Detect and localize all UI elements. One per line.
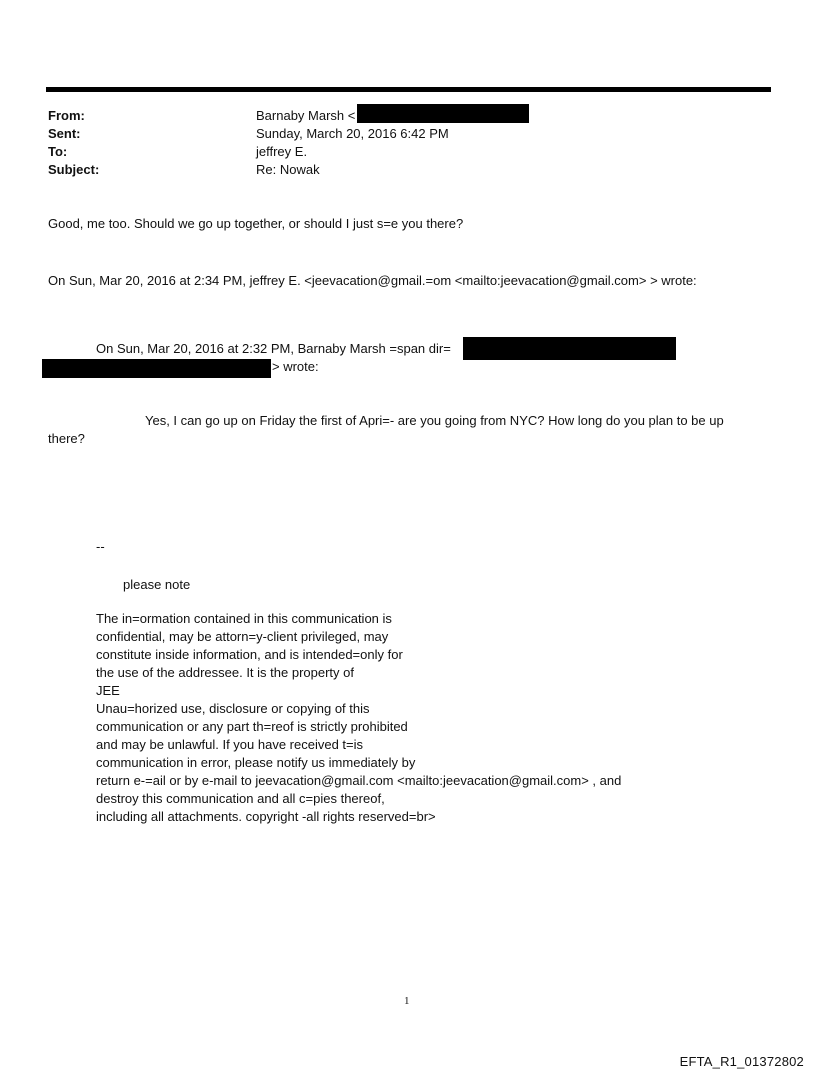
disclaimer-line: confidential, may be attorn=y-client privileged, may [96,629,389,644]
quote1-header: On Sun, Mar 20, 2016 at 2:34 PM, jeffrey E. <jeevacation@gmail.=om <mailto:jeevacation@gmail.com> > wrote: [48,273,697,288]
disclaimer-line: and may be unlawful. If you have received t=is [96,737,364,752]
redaction-box [463,337,676,360]
quote2-line2: there? [48,431,85,446]
signature-separator: -- [96,539,105,554]
redaction-box [42,359,271,378]
disclaimer-line: return e-=ail or by e-mail to jeevacation@gmail.com <mailto:jeevacation@gmail.com> , and [96,773,622,788]
sent-label: Sent: [48,126,81,141]
disclaimer-line: constitute inside information, and is intended=only for [96,647,403,662]
please-note: please note [123,577,191,592]
disclaimer [96,610,621,826]
header-rule [46,87,771,92]
disclaimer-line: the use of the addressee. It is the property of [96,665,354,680]
disclaimer-line: JEE [96,683,120,698]
disclaimer-line: The in=ormation contained in this communication is [96,611,392,626]
disclaimer-line: including all attachments. copyright -all rights reserved=br> [96,809,436,824]
page-number: 1 [404,995,410,1007]
from-value: Barnaby Marsh < [256,108,356,123]
quote2-line1: Yes, I can go up on Friday the first of Apri=- are you going from NYC? How long do you plan to be up [145,413,724,428]
sent-value: Sunday, March 20, 2016 6:42 PM [256,126,449,141]
redaction-box [357,104,529,123]
document-id: EFTA_R1_01372802 [679,1054,804,1069]
disclaimer-line: communication in error, please notify us immediately by [96,755,416,770]
disclaimer-line: communication or any part th=reof is strictly prohibited [96,719,408,734]
from-label: From: [48,108,85,123]
disclaimer-line: destroy this communication and all c=pies thereof, [96,791,385,806]
subject-value: Re: Nowak [256,162,320,177]
subject-label: Subject: [48,162,100,177]
disclaimer-line: Unau=horized use, disclosure or copying of this [96,701,370,716]
quote2-header: On Sun, Mar 20, 2016 at 2:32 PM, Barnaby Marsh =span dir= [96,341,451,356]
to-value: jeffrey E. [256,144,308,159]
from-row [256,107,529,125]
reply-text: Good, me too. Should we go up together, or should I just s=e you there? [48,216,464,231]
to-label: To: [48,144,68,159]
quote2-header-end: > wrote: [272,359,319,374]
